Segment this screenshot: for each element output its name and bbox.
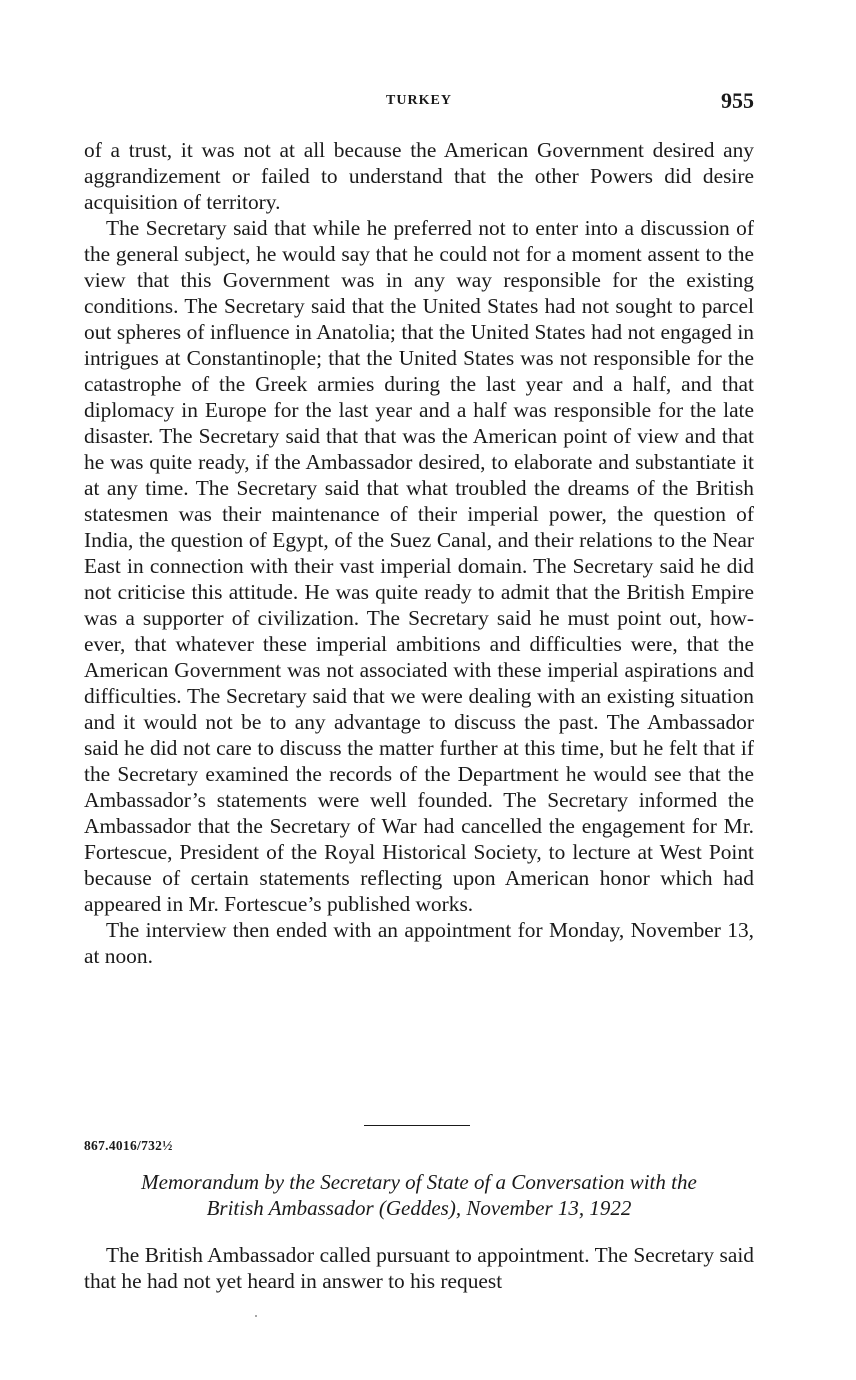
running-head — [84, 88, 754, 118]
page-number: 955 — [721, 88, 754, 113]
file-number: 867.4016/732½ — [84, 1138, 173, 1153]
paragraph: of a trust, it was not at all because the American Government desired any aggrandizement or failed to understand that the other Powers did desire acquisition of territory. — [84, 138, 754, 214]
memo-heading — [84, 1169, 754, 1221]
body-text — [84, 137, 754, 969]
memo-heading-line: Memorandum by the Secretary of State of a Conversation with the — [141, 1170, 697, 1194]
memo-body — [84, 1242, 754, 1294]
running-title: TURKEY — [386, 93, 452, 108]
document-page — [84, 0, 754, 1380]
scan-speck — [255, 1315, 257, 1317]
paragraph: The interview then ended with an appointment for Monday, November 13, at noon. — [84, 918, 754, 968]
memo-heading-line: British Ambassador (Geddes), November 13, 1922 — [206, 1196, 632, 1220]
section-divider — [364, 1125, 470, 1126]
paragraph: The British Ambassador called pursuant to appointment. The Secretary said that he had not yet heard in answer to his request — [84, 1243, 754, 1293]
paragraph: The Secretary said that while he preferred not to enter into a discussion of the general subject, he would say that he could not for a moment assent to the view that this Government was in any way responsible for the existing conditions. The Secretary said that the United States had not sought to parcel out spheres of influence in Anatolia; that the United States had not engaged in intrigues at Constantinople; that the United States was not responsible for the catastrophe of the Greek armies during the last year and a half, and that diplomacy in Europe for the last year and a half was responsible for the late disaster. The Secretary said that that was the American point of view and that he was quite ready, if the Ambassador desired, to elaborate and substantiate it at any time. The Secretary said that what troubled the dreams of the British statesmen was their maintenance of their imperial power, the question of India, the question of Egypt, of the Suez Canal, and their relations to the Near East in connection with their vast imperial domain. The Secretary said he did not criticise this attitude. He was quite ready to admit that the British Empire was a supporter of civilization. The Secretary said he must point out, however, that whatever these imperial ambitions and difficulties were, that the American Government was not associated with these imperial aspirations and difficulties. The Secretary said that we were dealing with an existing situation and it would not be to any advantage to discuss the past. The Ambassador said he did not care to discuss the matter further at this time, but he felt that if the Secretary examined the records of the Department he would see that the Ambassador’s statements were well founded. The Secretary informed the Ambassador that the Secretary of War had cancelled the engagement for Mr. Fortescue, President of the Royal Historical Society, to lecture at West Point because of certain statements reflecting upon American honor which had appeared in Mr. Fortescue’s published works. — [84, 216, 754, 916]
